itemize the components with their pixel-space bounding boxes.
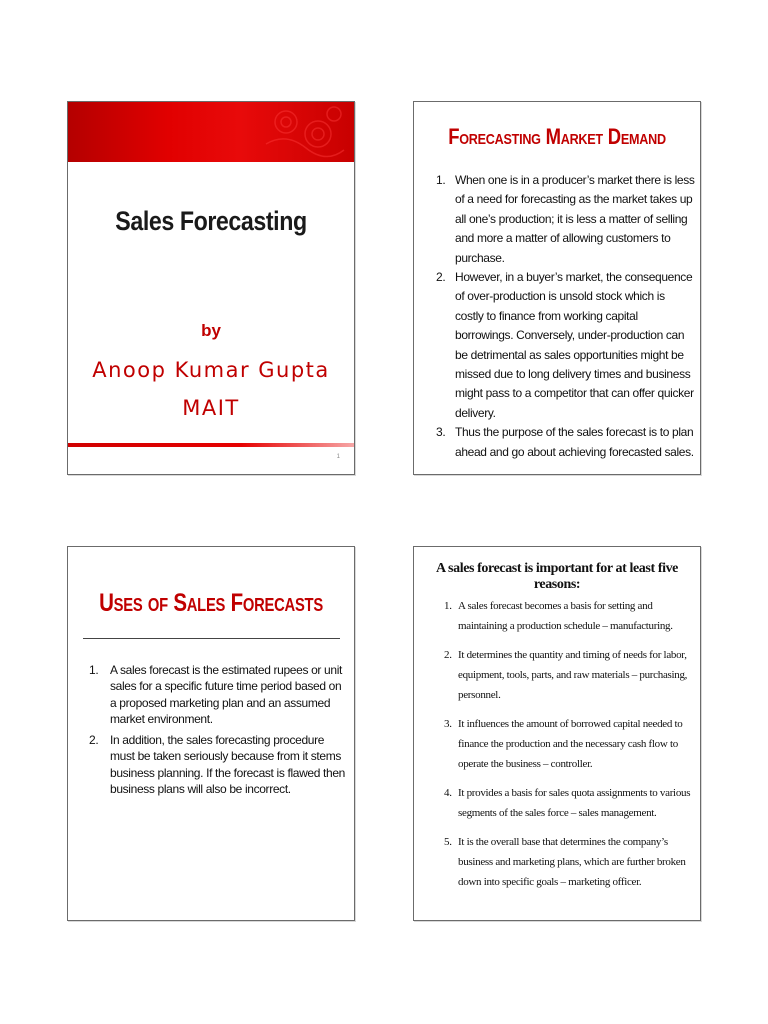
list-item [444, 783, 694, 823]
author-name: Anoop Kumar Gupta [92, 358, 330, 382]
list-item [436, 423, 696, 462]
byline-label: by [201, 321, 221, 340]
market-demand-slide [413, 101, 701, 475]
list-text: It provides a basis for sales quota assignments to various segments of the sales force – sales management. [458, 787, 691, 819]
list-item [436, 268, 696, 423]
slide-heading: Forecasting Market Demand [448, 124, 666, 149]
list-item [444, 596, 694, 636]
footer-divider [68, 443, 354, 447]
list-text: It determines the quantity and timing of needs for labor, equipment, tools, parts, and raw materials – purchasing, personnel. [458, 649, 688, 701]
list-text: However, in a buyer’s market, the consequence of over-production is unsold stock which is costly to finance from working capital borrowings. Conversely, under-production can be detrimental as sales opportunities might be missed due to long delivery times and business might pass to a competitor that can offer quicker delivery. [455, 270, 694, 420]
list-number: 3. [436, 425, 446, 440]
list-text: A sales forecast becomes a basis for setting and maintaining a production schedule – manufacturing. [458, 600, 673, 632]
list-text: It influences the amount of borrowed capital needed to finance the production and the necessary cash flow to operate the business – controller. [458, 718, 683, 770]
list-item [89, 662, 347, 727]
list-number: 1. [436, 173, 446, 187]
list-text: In addition, the sales forecasting procedure must be taken seriously because from it stems business planning. If the forecast is flawed then business plans will also be incorrect. [110, 733, 346, 797]
list-item [436, 171, 696, 268]
heading-divider [83, 638, 340, 639]
list-item [444, 645, 694, 705]
list-item [89, 732, 347, 797]
slide-heading: Uses of Sales Forecasts [99, 589, 323, 617]
list-item [444, 714, 694, 774]
list-text: Thus the purpose of the sales forecast is to plan ahead and go about achieving forecasted sales. [455, 425, 694, 459]
decorative-pattern-icon [256, 104, 346, 160]
point-list [436, 171, 696, 462]
list-text: A sales forecast is the estimated rupees or unit sales for a specific future time period based on a proposed marketing plan and an assumed market environment. [110, 663, 342, 726]
slide-page-number: 1 [336, 454, 340, 460]
list-item [444, 832, 694, 892]
list-number: 2. [436, 270, 446, 285]
list-number: 5. [444, 836, 452, 848]
uses-slide [67, 546, 355, 921]
point-list [444, 596, 694, 901]
title-slide [67, 101, 355, 475]
list-number: 1. [444, 600, 452, 612]
point-list [89, 662, 347, 802]
slide-header-banner [68, 102, 354, 162]
list-number: 2. [444, 649, 452, 661]
list-text: When one is in a producer’s market there is less of a need for forecasting as the market takes up all one’s production; it is less a matter of selling and more a matter of allowing customers to purchase. [455, 173, 695, 265]
list-text: It is the overall base that determines the company’s business and marketing plans, which are further broken down into specific goals – marketing officer. [458, 836, 686, 888]
reasons-slide [413, 546, 701, 921]
list-number: 4. [444, 787, 452, 799]
list-number: 3. [444, 718, 452, 730]
slide-heading: A sales forecast is important for at least five reasons: [436, 561, 678, 592]
institution-name: MAIT [182, 396, 240, 420]
presentation-title: Sales Forecasting [115, 206, 307, 236]
list-number: 2. [89, 733, 99, 748]
list-number: 1. [89, 663, 99, 677]
